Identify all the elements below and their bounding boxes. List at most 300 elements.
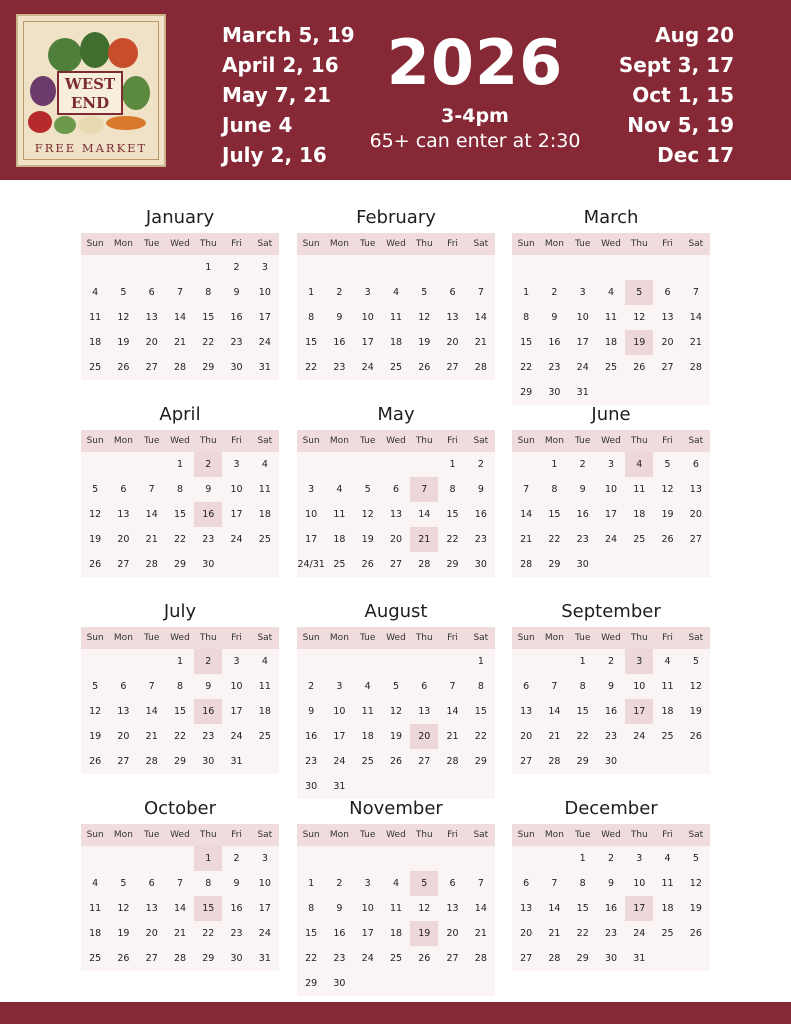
day-cell: 1 — [308, 878, 315, 889]
week-row — [297, 527, 495, 552]
week-row — [512, 280, 710, 305]
day-cell: 14 — [474, 312, 487, 323]
day-cell: 31 — [230, 756, 243, 767]
week-row — [81, 896, 279, 921]
day-cell: 20 — [145, 337, 158, 348]
day-cell: 29 — [202, 953, 215, 964]
day-cell — [438, 846, 466, 871]
weekday-header: Mon — [540, 627, 568, 649]
weekday-header: Sun — [512, 824, 540, 846]
month-calendar-august — [297, 597, 495, 799]
day-cell: 24 — [258, 337, 271, 348]
day-cell: 25 — [389, 953, 403, 964]
day-cell: 19 — [689, 903, 702, 914]
weekday-header: Tue — [569, 824, 597, 846]
day-cell: 14 — [145, 706, 158, 717]
day-cell: 23 — [230, 928, 243, 939]
market-logo — [16, 14, 166, 167]
day-cell: 25 — [333, 559, 346, 570]
weekday-header-row — [512, 627, 710, 649]
day-cell: 23 — [202, 534, 215, 545]
day-cell — [682, 946, 710, 971]
weekday-header: Tue — [569, 233, 597, 255]
senior-entry-note: 65+ can enter at 2:30 — [369, 130, 581, 152]
weekday-header: Fri — [438, 824, 466, 846]
weekday-header: Fri — [222, 430, 250, 452]
weekday-header: Fri — [438, 233, 466, 255]
weekday-header: Thu — [625, 430, 653, 452]
week-row — [81, 305, 279, 330]
day-cell: 25 — [361, 756, 374, 767]
week-row — [297, 305, 495, 330]
weekday-header: Mon — [540, 824, 568, 846]
day-cell: 2 — [233, 262, 240, 273]
day-cell: 14 — [446, 706, 459, 717]
day-cell: 21 — [689, 337, 702, 348]
week-row — [512, 527, 710, 552]
day-cell — [625, 255, 653, 280]
day-cell: 6 — [148, 287, 155, 298]
weekday-header-row — [81, 430, 279, 452]
day-cell: 21 — [173, 337, 187, 348]
day-cell: 6 — [523, 878, 530, 889]
day-cell: 2 — [607, 853, 614, 864]
day-cell: 7 — [148, 484, 155, 495]
weekday-header: Fri — [438, 430, 466, 452]
weekday-header-row — [512, 824, 710, 846]
day-cell: 6 — [148, 878, 155, 889]
weekday-header: Tue — [138, 627, 166, 649]
day-cell: 28 — [173, 953, 187, 964]
month-calendar-march — [512, 203, 710, 405]
day-cell: 11 — [361, 706, 374, 717]
day-cell — [625, 749, 653, 774]
day-cell — [467, 971, 495, 996]
weekday-header: Sun — [512, 233, 540, 255]
day-cell — [297, 452, 325, 477]
weekday-header-row — [512, 233, 710, 255]
day-cell: 14 — [548, 706, 561, 717]
weekday-header: Wed — [597, 824, 625, 846]
day-cell: 14 — [520, 509, 533, 520]
day-cell: 19 — [361, 534, 374, 545]
week-row — [81, 477, 279, 502]
market-day-cell: 2 — [194, 649, 222, 674]
day-cell: 18 — [333, 534, 346, 545]
day-cell: 14 — [173, 903, 187, 914]
week-row — [297, 552, 495, 577]
market-dates-right — [619, 20, 734, 170]
day-cell: 17 — [258, 312, 271, 323]
day-cell: 23 — [604, 731, 618, 742]
day-cell: 19 — [89, 731, 102, 742]
day-cell: 25 — [661, 731, 674, 742]
day-cell: 7 — [551, 878, 558, 889]
day-cell: 8 — [205, 878, 212, 889]
day-cell: 3 — [261, 853, 268, 864]
day-cell — [467, 255, 495, 280]
month-table — [81, 824, 279, 971]
day-cell: 3 — [261, 262, 268, 273]
market-date: Sept 3, 17 — [618, 53, 734, 77]
day-cell: 1 — [449, 459, 456, 470]
day-cell: 5 — [120, 287, 127, 298]
day-cell: 8 — [308, 903, 315, 914]
month-calendar-november — [297, 794, 495, 996]
day-cell: 15 — [173, 706, 187, 717]
week-row — [512, 896, 710, 921]
week-row — [512, 724, 710, 749]
day-cell: 18 — [661, 903, 674, 914]
day-cell — [109, 846, 137, 871]
day-cell: 22 — [305, 953, 318, 964]
day-cell: 28 — [474, 362, 487, 373]
week-row — [512, 674, 710, 699]
day-cell: 12 — [117, 312, 130, 323]
week-row — [297, 452, 495, 477]
day-cell — [81, 649, 109, 674]
day-cell: 17 — [305, 534, 318, 545]
day-cell: 20 — [117, 731, 130, 742]
day-cell: 31 — [333, 781, 346, 792]
weekday-header: Tue — [569, 430, 597, 452]
day-cell: 27 — [661, 362, 674, 373]
day-cell: 26 — [689, 731, 702, 742]
day-cell: 27 — [689, 534, 702, 545]
vegetable-decoration-icon — [80, 32, 110, 68]
day-cell: 3 — [636, 853, 643, 864]
weekday-header: Sat — [251, 233, 279, 255]
day-cell: 2 — [579, 459, 586, 470]
day-cell: 29 — [173, 559, 187, 570]
day-cell: 5 — [664, 459, 671, 470]
day-cell: 19 — [689, 706, 702, 717]
day-cell: 11 — [258, 681, 271, 692]
day-cell: 10 — [305, 509, 318, 520]
day-cell: 16 — [604, 903, 618, 914]
day-cell — [138, 649, 166, 674]
day-cell: 9 — [205, 484, 212, 495]
week-row — [297, 846, 495, 871]
day-cell — [354, 452, 382, 477]
day-cell: 14 — [689, 312, 702, 323]
weekday-header: Fri — [438, 627, 466, 649]
day-cell: 2 — [607, 656, 614, 667]
week-row — [512, 699, 710, 724]
day-cell — [653, 749, 681, 774]
month-title: May — [377, 404, 415, 425]
day-cell — [682, 255, 710, 280]
vegetable-decoration-icon — [54, 116, 76, 134]
day-cell: 4 — [92, 878, 99, 889]
day-cell — [138, 255, 166, 280]
day-cell: 13 — [145, 903, 158, 914]
day-cell: 28 — [173, 362, 187, 373]
day-cell: 22 — [576, 731, 589, 742]
day-cell: 16 — [305, 731, 318, 742]
day-cell — [138, 846, 166, 871]
day-cell: 20 — [446, 337, 459, 348]
day-cell: 12 — [89, 509, 102, 520]
day-cell — [512, 846, 540, 871]
month-title: March — [583, 207, 639, 228]
market-date: Dec 17 — [657, 143, 734, 167]
month-table — [297, 824, 495, 996]
week-row — [81, 552, 279, 577]
month-calendar-october — [81, 794, 279, 971]
day-cell — [325, 255, 353, 280]
day-cell — [410, 846, 438, 871]
day-cell: 16 — [474, 509, 487, 520]
day-cell: 17 — [230, 706, 243, 717]
day-cell: 8 — [308, 312, 315, 323]
weekday-header: Thu — [410, 233, 438, 255]
week-row — [297, 871, 495, 896]
day-cell — [410, 971, 438, 996]
day-cell: 15 — [202, 312, 215, 323]
day-cell: 21 — [145, 534, 158, 545]
day-cell: 19 — [418, 337, 431, 348]
day-cell: 16 — [548, 337, 561, 348]
day-cell: 16 — [230, 312, 243, 323]
market-day-cell: 5 — [625, 280, 653, 305]
day-cell: 28 — [446, 756, 459, 767]
day-cell: 30 — [604, 953, 618, 964]
day-cell: 21 — [520, 534, 533, 545]
day-cell: 18 — [361, 731, 374, 742]
day-cell: 24 — [361, 953, 374, 964]
logo-tagline: FREE MARKET — [34, 141, 148, 155]
weekday-header: Sat — [251, 627, 279, 649]
day-cell: 30 — [202, 559, 215, 570]
day-cell: 21 — [145, 731, 158, 742]
day-cell — [382, 846, 410, 871]
day-cell: 18 — [633, 509, 646, 520]
week-row — [512, 552, 710, 577]
day-cell: 10 — [576, 312, 589, 323]
day-cell — [109, 649, 137, 674]
day-cell: 26 — [117, 362, 130, 373]
weekday-header: Mon — [540, 233, 568, 255]
day-cell: 25 — [89, 953, 102, 964]
weekday-header: Sat — [467, 233, 495, 255]
day-cell: 11 — [389, 903, 403, 914]
footer-bar — [0, 1002, 791, 1024]
day-cell: 26 — [633, 362, 646, 373]
day-cell: 8 — [176, 484, 183, 495]
day-cell: 15 — [446, 509, 459, 520]
weekday-header: Wed — [597, 627, 625, 649]
day-cell: 22 — [202, 928, 215, 939]
day-cell: 3 — [233, 656, 240, 667]
day-cell: 22 — [305, 362, 318, 373]
weekday-header: Fri — [653, 824, 681, 846]
vegetable-decoration-icon — [108, 38, 138, 68]
weekday-header-row — [81, 824, 279, 846]
day-cell: 29 — [202, 362, 215, 373]
day-cell: 13 — [661, 312, 674, 323]
day-cell: 7 — [477, 287, 484, 298]
day-cell: 7 — [692, 287, 699, 298]
weekday-header: Fri — [653, 627, 681, 649]
day-cell: 16 — [333, 337, 346, 348]
day-cell: 17 — [230, 509, 243, 520]
day-cell: 29 — [305, 978, 318, 989]
day-cell: 30 — [202, 756, 215, 767]
day-cell: 10 — [633, 878, 646, 889]
day-cell: 16 — [333, 928, 346, 939]
day-cell: 25 — [604, 362, 618, 373]
day-cell: 9 — [308, 706, 315, 717]
weekday-header: Tue — [354, 233, 382, 255]
month-title: June — [591, 404, 631, 425]
weekday-header: Wed — [382, 233, 410, 255]
week-row — [81, 724, 279, 749]
day-cell — [625, 552, 653, 577]
day-cell: 9 — [477, 484, 484, 495]
weekday-header: Sat — [251, 430, 279, 452]
day-cell: 19 — [117, 337, 130, 348]
weekday-header: Tue — [138, 430, 166, 452]
day-cell: 24 — [258, 928, 271, 939]
day-cell — [354, 255, 382, 280]
day-cell: 31 — [258, 953, 271, 964]
day-cell: 6 — [523, 681, 530, 692]
day-cell: 23 — [230, 337, 243, 348]
day-cell: 7 — [551, 681, 558, 692]
day-cell: 24 — [604, 534, 618, 545]
day-cell — [382, 452, 410, 477]
day-cell — [382, 255, 410, 280]
day-cell: 11 — [661, 878, 674, 889]
day-cell: 9 — [233, 287, 240, 298]
day-cell: 20 — [689, 509, 702, 520]
day-cell: 5 — [364, 484, 371, 495]
day-cell: 18 — [389, 928, 403, 939]
day-cell: 22 — [576, 928, 589, 939]
weekday-header: Mon — [325, 627, 353, 649]
month-table — [512, 824, 710, 971]
weekday-header: Thu — [194, 233, 222, 255]
day-cell — [166, 846, 194, 871]
weekday-header: Mon — [540, 430, 568, 452]
week-row — [512, 846, 710, 871]
day-cell: 1 — [176, 656, 183, 667]
day-cell: 7 — [449, 681, 456, 692]
market-time: 3-4pm — [441, 105, 509, 127]
day-cell: 14 — [548, 903, 561, 914]
day-cell — [222, 552, 250, 577]
month-table — [81, 627, 279, 774]
week-row — [81, 280, 279, 305]
day-cell: 19 — [389, 731, 403, 742]
month-table — [297, 430, 495, 577]
month-calendar-april — [81, 400, 279, 577]
day-cell: 18 — [89, 337, 102, 348]
market-day-cell: 17 — [625, 896, 653, 921]
vegetable-decoration-icon — [30, 76, 56, 106]
week-row — [512, 305, 710, 330]
weekday-header: Sun — [512, 627, 540, 649]
day-cell: 23 — [576, 534, 589, 545]
day-cell — [438, 255, 466, 280]
day-cell: 29 — [576, 953, 589, 964]
day-cell: 3 — [364, 878, 371, 889]
day-cell: 15 — [548, 509, 561, 520]
day-cell: 17 — [258, 903, 271, 914]
day-cell: 6 — [120, 681, 127, 692]
weekday-header: Sun — [297, 824, 325, 846]
day-cell: 5 — [421, 287, 428, 298]
day-cell — [109, 452, 137, 477]
day-cell: 29 — [446, 559, 459, 570]
weekday-header: Wed — [166, 627, 194, 649]
day-cell: 21 — [548, 928, 561, 939]
weekday-header: Sun — [81, 824, 109, 846]
day-cell: 5 — [392, 681, 399, 692]
year-title: 2026 — [386, 26, 564, 99]
weekday-header: Tue — [354, 430, 382, 452]
month-calendar-july — [81, 597, 279, 774]
month-table — [297, 627, 495, 799]
day-cell: 3 — [233, 459, 240, 470]
day-cell: 20 — [661, 337, 674, 348]
day-cell: 18 — [604, 337, 618, 348]
day-cell — [512, 452, 540, 477]
market-date: March 5, 19 — [222, 23, 355, 47]
day-cell: 2 — [233, 853, 240, 864]
day-cell: 8 — [449, 484, 456, 495]
day-cell: 28 — [520, 559, 533, 570]
weekday-header: Tue — [354, 627, 382, 649]
day-cell: 8 — [579, 878, 586, 889]
weekday-header: Wed — [382, 824, 410, 846]
week-row — [81, 871, 279, 896]
day-cell: 12 — [418, 312, 431, 323]
week-row — [81, 699, 279, 724]
day-cell: 22 — [548, 534, 561, 545]
day-cell: 30 — [604, 756, 618, 767]
day-cell: 20 — [446, 928, 459, 939]
weekday-header: Wed — [597, 430, 625, 452]
day-cell: 14 — [474, 903, 487, 914]
day-cell: 8 — [477, 681, 484, 692]
day-cell — [653, 255, 681, 280]
week-row — [512, 255, 710, 280]
day-cell — [540, 846, 568, 871]
day-cell: 20 — [117, 534, 130, 545]
weekday-header: Thu — [194, 824, 222, 846]
day-cell: 27 — [520, 756, 533, 767]
day-cell: 29 — [548, 559, 561, 570]
day-cell: 22 — [173, 534, 187, 545]
day-cell: 27 — [145, 362, 158, 373]
day-cell: 8 — [523, 312, 530, 323]
day-cell — [382, 649, 410, 674]
market-day-cell: 4 — [625, 452, 653, 477]
day-cell: 13 — [117, 706, 130, 717]
day-cell — [653, 946, 681, 971]
day-cell: 21 — [548, 731, 561, 742]
market-date: May 7, 21 — [222, 83, 332, 107]
day-cell: 31 — [258, 362, 271, 373]
day-cell: 10 — [361, 903, 374, 914]
day-cell: 21 — [474, 337, 487, 348]
week-row — [512, 330, 710, 355]
week-row — [297, 896, 495, 921]
day-cell: 12 — [389, 706, 403, 717]
logo-line-1: WEST — [64, 75, 116, 93]
